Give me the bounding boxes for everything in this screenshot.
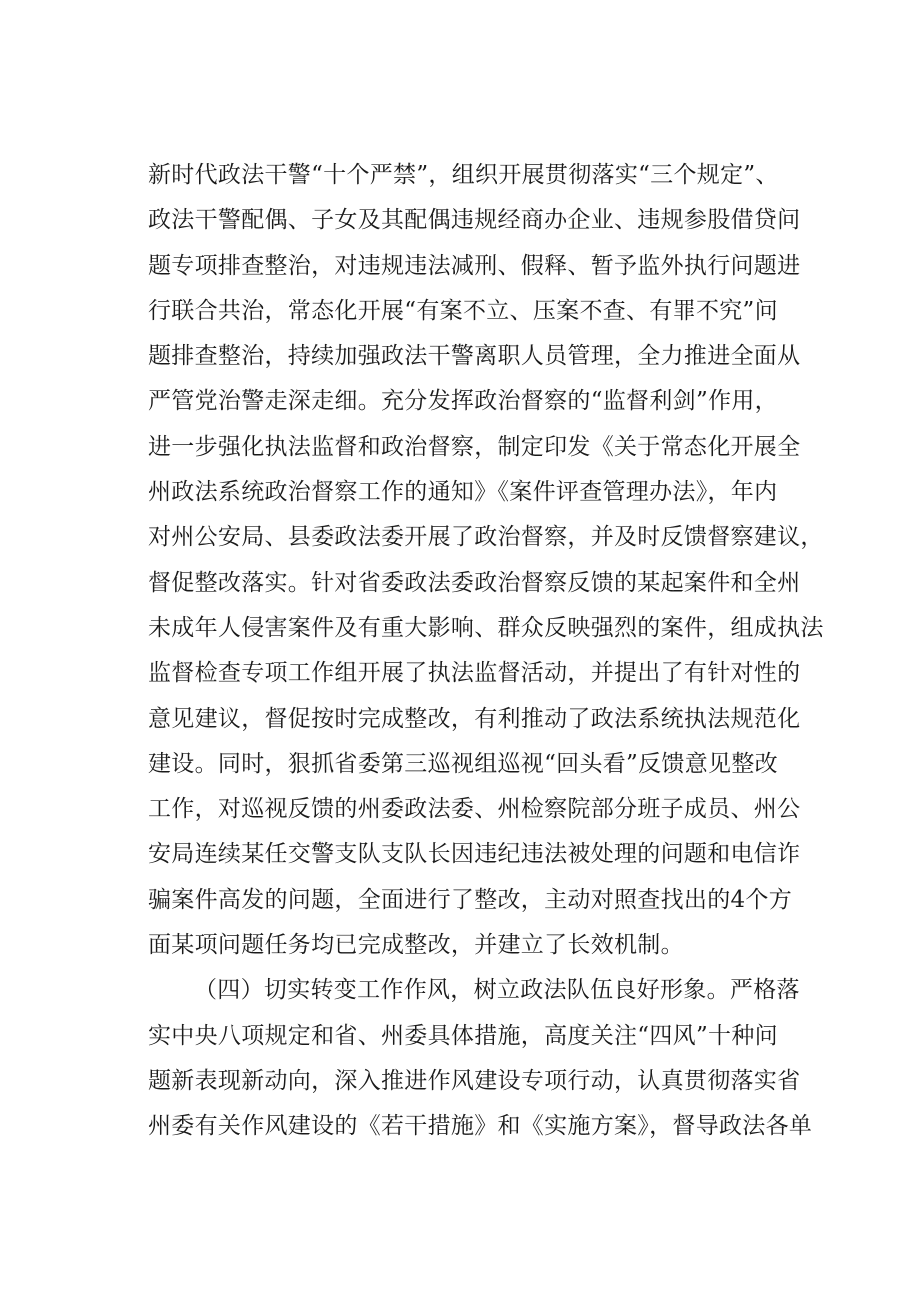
text-line-15: 工作，对巡视反馈的州委政法委、州检察院部分班子成员、州公 (148, 796, 801, 823)
text-line-4: 行联合共治，常态化开展“有案不立、压案不查、有罪不究”问 (148, 297, 778, 324)
text-line-14: 建设。同时，狠抓省委第三巡视组巡视“回头看”反馈意见整改 (148, 750, 778, 777)
text-line-13: 意见建议，督促按时完成整改，有利推动了政法系统执法规范化 (148, 705, 801, 732)
text-line-2: 政法干警配偶、子女及其配偶违规经商办企业、违规参股借贷问 (148, 207, 801, 234)
text-line-22: 州委有关作风建设的《若干措施》和《实施方案》，督导政法各单 (148, 1113, 813, 1140)
text-line-20: 实中央八项规定和省、州委具体措施，高度关注“四风”十种问 (148, 1022, 778, 1049)
text-line-1: 新时代政法干警“十个严禁”，组织开展贯彻落实“三个规定”、 (148, 162, 779, 188)
text-line-9: 对州公安局、县委政法委开展了政治督察，并及时反馈督察建议， (148, 524, 824, 551)
text-line-8: 州政法系统政治督察工作的通知》《案件评查管理办法》，年内 (148, 479, 778, 506)
text-line-7: 进一步强化执法监督和政治督察，制定印发《关于常态化开展全 (148, 433, 801, 460)
text-line-18: 面某项问题任务均已完成整改，并建立了长效机制。 (148, 932, 684, 959)
text-line-16: 安局连续某任交警支队支队长因违纪违法被处理的问题和电信诈 (148, 841, 801, 868)
text-line-10: 督促整改落实。针对省委政法委政治督察反馈的某起案件和全州 (148, 569, 801, 596)
text-line-17: 骗案件高发的问题，全面进行了整改，主动对照查找出的4个方 (148, 886, 793, 913)
text-line-11: 未成年人侵害案件及有重大影响、群众反映强烈的案件，组成执法 (148, 614, 824, 641)
text-line-21: 题新表现新动向，深入推进作风建设专项行动，认真贯彻落实省 (148, 1067, 801, 1094)
section-heading-line: （四）切实转变工作作风，树立政法队伍良好形象。严格落 (194, 977, 800, 1004)
text-line-5: 题排查整治，持续加强政法干警离职人员管理，全力推进全面从 (148, 343, 801, 370)
text-line-3: 题专项排查整治，对违规违法减刑、假释、暂予监外执行问题进 (148, 252, 801, 279)
text-line-12: 监督检查专项工作组开展了执法监督活动，并提出了有针对性的 (148, 660, 801, 687)
text-line-6: 严管党治警走深走细。充分发挥政治督察的“监督利剑”作用， (148, 388, 778, 415)
body-text (148, 153, 824, 1150)
